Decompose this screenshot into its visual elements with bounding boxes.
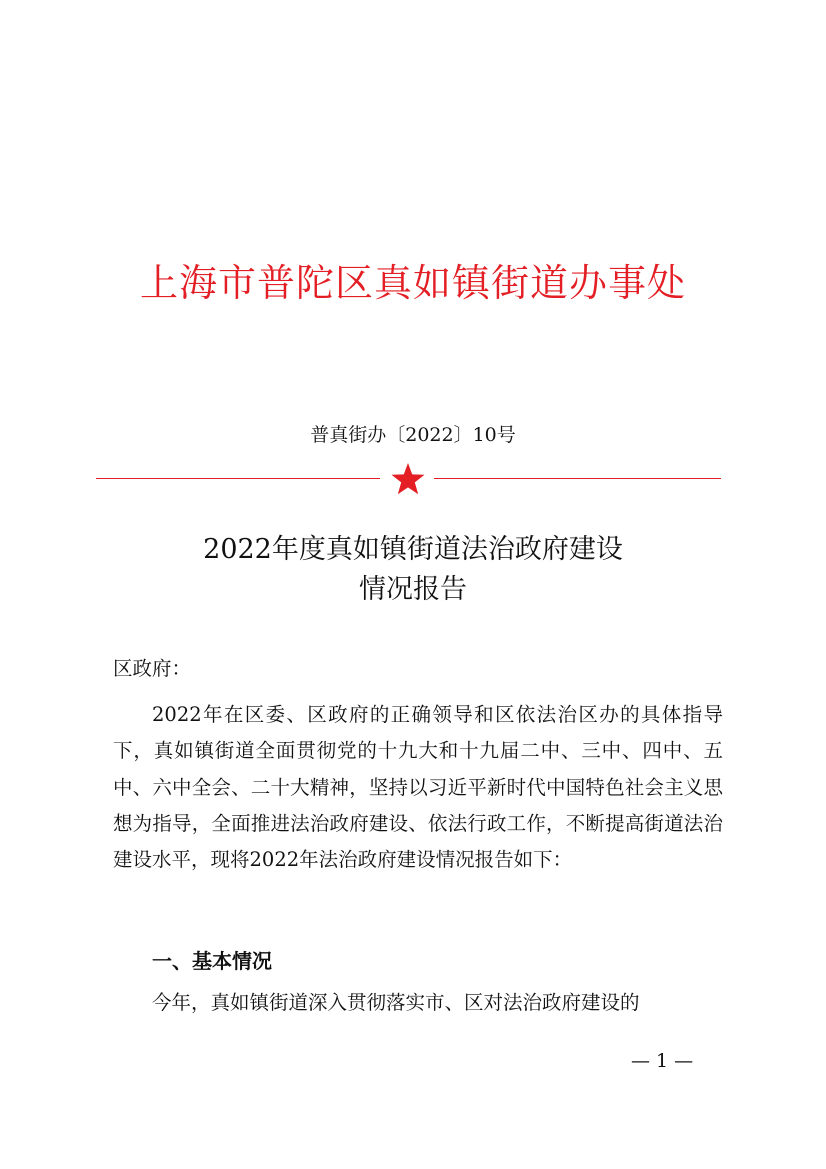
body-paragraph-2: 今年，真如镇街道深入贯彻落实市、区对法治政府建设的: [152, 991, 640, 1014]
red-rule-right: [434, 478, 721, 479]
salutation: 区政府：: [113, 657, 192, 680]
issuer-header: 上海市普陀区真如镇街道办事处: [139, 261, 686, 305]
red-rule-left: [96, 478, 380, 479]
section-heading-1: 一、基本情况: [152, 949, 272, 973]
red-star-icon: [390, 462, 426, 496]
report-title-line-2: 情况报告: [359, 574, 467, 605]
page-number: — 1 —: [631, 1050, 694, 1072]
document-number: 普真街办〔2022〕10号: [310, 424, 516, 446]
report-title-line-1: 2022年度真如镇街道法治政府建设: [203, 534, 623, 565]
body-paragraph-1: 2022年在区委、区政府的正确领导和区依法治区办的具体指导下，真如镇街道全面贯彻党的十九大和十九届二中、三中、四中、五中、六中全会、二十大精神，坚持以习近平新时代中国特色社会主义思想为指导，全面推进法治政府建设、依法行政工作，不断提高街道法治建设水平，现将2022年法治政府建设情况报告如下：: [113, 703, 723, 872]
